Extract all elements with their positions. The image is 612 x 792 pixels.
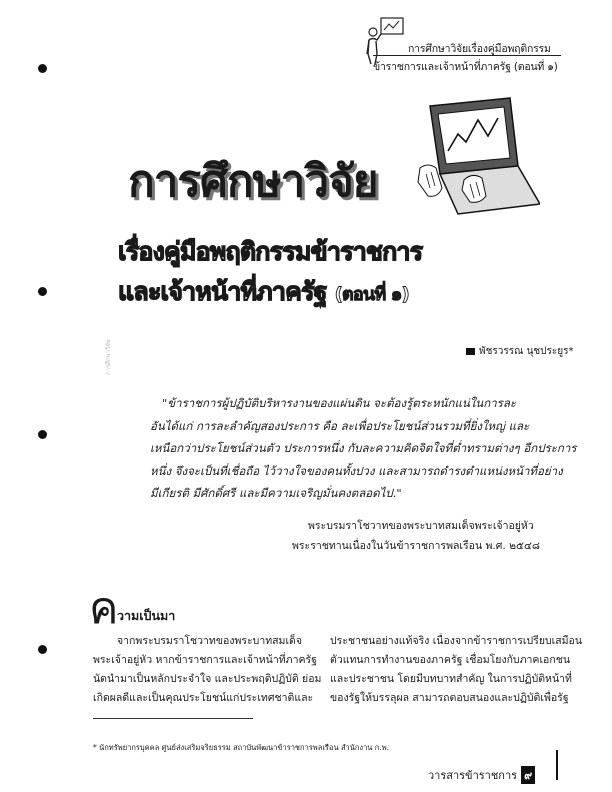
body-line: และประชาชน โดยมีบทบาทสำคัญ ในการปฏิบัติหน้าที่ [330,673,572,685]
author-byline [466,344,574,359]
quote-attribution-line2: พระราชทานเนื่องในวันข้าราชการพลเรือน พ.ศ. ๒๕๔๘ [292,540,540,552]
body-line: ตัวแทนการทำงานของภาครัฐ เชื่อมโยงกับภาคเอกชน [330,654,570,666]
footnote-rule [93,718,253,719]
punch-hole [38,645,47,654]
punch-hole [38,64,47,73]
punch-hole [38,287,47,296]
quote-line: หนึ่ง จึงจะเป็นที่เชื่อถือ ไว้วางใจของคนทั้งปวง และสามารถดำรงตำแหน่งหน้าที่อย่าง [150,463,563,478]
punch-hole [38,430,47,439]
body-column-right [330,632,583,708]
footer-bar [556,750,558,780]
header-line1: การศึกษาวิจัยเรื่องคู่มือพฤติกรรม [408,43,551,55]
body-line: จากพระบรมราโชวาทของพระบาทสมเด็จ [117,635,303,647]
header-line2: ข้าราชการและเจ้าหน้าที่ภาครัฐ (ตอนที่ ๑) [373,61,558,73]
body-column-left [93,632,322,708]
author-name: พัชรวรรณ นุชประยูร* [479,346,574,357]
laptop-illustration [400,96,540,226]
quote-attribution-line1: พระบรมราโชวาทของพระบาทสมเด็จพระเจ้าอยู่หัว [308,520,534,532]
subtitle-part: (ตอนที่ ๑) [334,284,409,305]
page-number: ๙ [521,766,535,784]
quote-line: เหนือกว่าประโยชน์ส่วนตัว ประการหนึ่ง กับละความคิดจิตใจที่ต่ำทรามต่างๆ อีกประการ [150,441,577,455]
article-title: การศึกษาวิจัย [128,156,378,207]
section-heading: วามเป็นมา [117,608,176,623]
side-note: การศึกษาวิจัย [105,339,112,375]
header-rule [373,55,561,56]
drop-cap: ค [89,583,119,634]
quote-line: อันได้แก่ การละลำคัญสองประการ คือ ละเพื่อประโยชน์ส่วนรวมที่ยิ่งใหญ่ และ [150,418,530,433]
article-subtitle-line2 [118,272,409,312]
article-subtitle-line1: เรื่องคู่มือพฤติกรรมข้าราชการ [118,237,423,266]
quote-line: "ข้าราชการผู้ปฏิบัติบริหารงานของแผ่นดิน จะต้องรู้ตระหนักแน่ในการละ [162,396,517,410]
body-line: ของรัฐให้บรรลุผล สามารถตอบสนองและปฏิบัติเพื่อรัฐ [330,692,569,704]
body-line: นัดนำมาเป็นหลักประจำใจ และประพฤติปฏิบัติ ย่อม [93,673,322,685]
footnote: * นักทรัพยากรบุคคล ศูนย์ส่งเสริมจริยธรรม สถาบันพัฒนาข้าราชการพลเรือน สำนักงาน ก.พ. [93,743,390,752]
quote-line: มีเกียรติ มีศักดิ์ศรี และมีความเจริญมั่นคงตลอดไป." [150,486,402,500]
body-line: พระเจ้าอยู่หัว หากข้าราชการและเจ้าหน้าที่ภาครัฐ [93,654,317,666]
body-line: เกิดผลดีและเป็นคุณประโยชน์แก่ประเทศชาติและ [93,692,314,704]
page-footer [428,766,535,784]
bullet-square-icon [466,348,475,355]
journal-name: วารสารข้าราชการ [428,769,518,782]
subtitle-main: และเจ้าหน้าที่ภาครัฐ [118,277,327,306]
body-line: ประชาชนอย่างแท้จริง เนื่องจากข้าราชการเปรียบเสมือน [330,635,583,647]
royal-quote [150,392,577,505]
